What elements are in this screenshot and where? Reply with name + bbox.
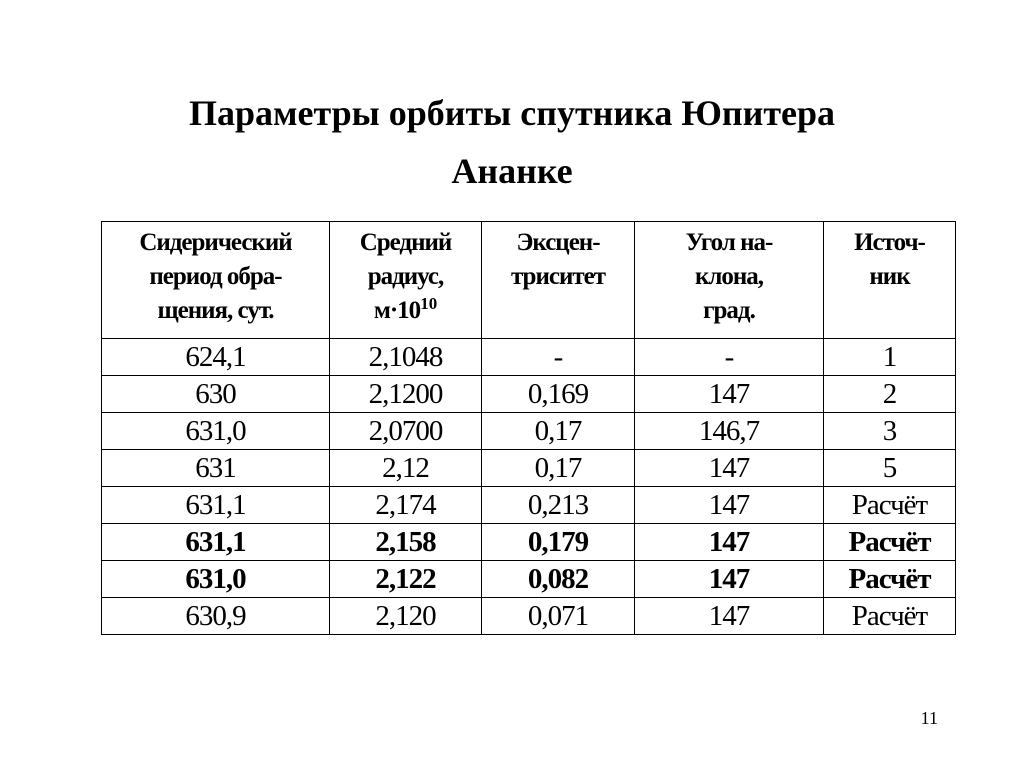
cell-period: 631,0 xyxy=(102,561,330,598)
cell-eccentricity: - xyxy=(482,339,635,376)
header-line: клона, xyxy=(694,263,764,290)
header-line: ник xyxy=(869,263,910,290)
page-title xyxy=(0,84,1024,200)
cell-eccentricity: 0,17 xyxy=(482,450,635,487)
cell-source: Расчёт xyxy=(824,561,956,598)
cell-radius: 2,158 xyxy=(330,524,482,561)
table-row xyxy=(102,561,956,598)
cell-radius: 2,174 xyxy=(330,487,482,524)
cell-period: 624,1 xyxy=(102,339,330,376)
cell-inclination: 147 xyxy=(635,524,824,561)
cell-period: 631,0 xyxy=(102,413,330,450)
cell-radius: 2,1048 xyxy=(330,339,482,376)
cell-inclination: 147 xyxy=(635,487,824,524)
cell-eccentricity: 0,17 xyxy=(482,413,635,450)
cell-period: 631 xyxy=(102,450,330,487)
cell-eccentricity: 0,071 xyxy=(482,598,635,635)
cell-radius: 2,0700 xyxy=(330,413,482,450)
cell-source: Расчёт xyxy=(824,487,956,524)
cell-inclination: 147 xyxy=(635,450,824,487)
cell-inclination: 147 xyxy=(635,561,824,598)
cell-period: 631,1 xyxy=(102,487,330,524)
header-line: Угол на- xyxy=(685,229,773,256)
header-line: Сидерический xyxy=(139,229,292,256)
cell-period: 630 xyxy=(102,376,330,413)
header-sidereal-period xyxy=(102,222,330,339)
title-line-2: Ананке xyxy=(451,151,573,191)
cell-source: Расчёт xyxy=(824,524,956,561)
header-line: триситет xyxy=(510,263,606,290)
table-row xyxy=(102,450,956,487)
cell-inclination: 147 xyxy=(635,598,824,635)
orbit-parameters-table xyxy=(101,221,956,635)
cell-inclination: 146,7 xyxy=(635,413,824,450)
cell-period: 630,9 xyxy=(102,598,330,635)
cell-eccentricity: 0,179 xyxy=(482,524,635,561)
page-number: 11 xyxy=(920,708,938,728)
cell-source: 3 xyxy=(824,413,956,450)
title-line-1: Параметры орбиты спутника Юпитера xyxy=(188,93,836,133)
header-line: щения, сут. xyxy=(157,297,274,324)
cell-radius: 2,120 xyxy=(330,598,482,635)
header-line: Эксцен- xyxy=(516,229,600,256)
header-eccentricity xyxy=(482,222,635,339)
cell-source: 1 xyxy=(824,339,956,376)
cell-radius: 2,122 xyxy=(330,561,482,598)
cell-source: 5 xyxy=(824,450,956,487)
header-line xyxy=(330,294,481,328)
header-line: период обра- xyxy=(149,263,282,290)
table-row xyxy=(102,413,956,450)
cell-radius: 2,1200 xyxy=(330,376,482,413)
table-row xyxy=(102,339,956,376)
header-unit: м·10 xyxy=(373,297,421,324)
header-exponent: 10 xyxy=(420,294,438,313)
cell-inclination: - xyxy=(635,339,824,376)
table-row xyxy=(102,487,956,524)
table-header-row xyxy=(102,222,956,339)
table-row xyxy=(102,598,956,635)
cell-eccentricity: 0,169 xyxy=(482,376,635,413)
table-body xyxy=(102,339,956,635)
header-source xyxy=(824,222,956,339)
table-row xyxy=(102,524,956,561)
header-line: град. xyxy=(703,297,755,324)
cell-period: 631,1 xyxy=(102,524,330,561)
header-inclination xyxy=(635,222,824,339)
cell-radius: 2,12 xyxy=(330,450,482,487)
header-line: радиус, xyxy=(367,263,444,290)
cell-source: 2 xyxy=(824,376,956,413)
cell-inclination: 147 xyxy=(635,376,824,413)
cell-eccentricity: 0,082 xyxy=(482,561,635,598)
table-row xyxy=(102,376,956,413)
cell-eccentricity: 0,213 xyxy=(482,487,635,524)
header-mean-radius xyxy=(330,222,482,339)
cell-source: Расчёт xyxy=(824,598,956,635)
header-line: Средний xyxy=(359,229,452,256)
header-line: Источ- xyxy=(854,229,925,256)
